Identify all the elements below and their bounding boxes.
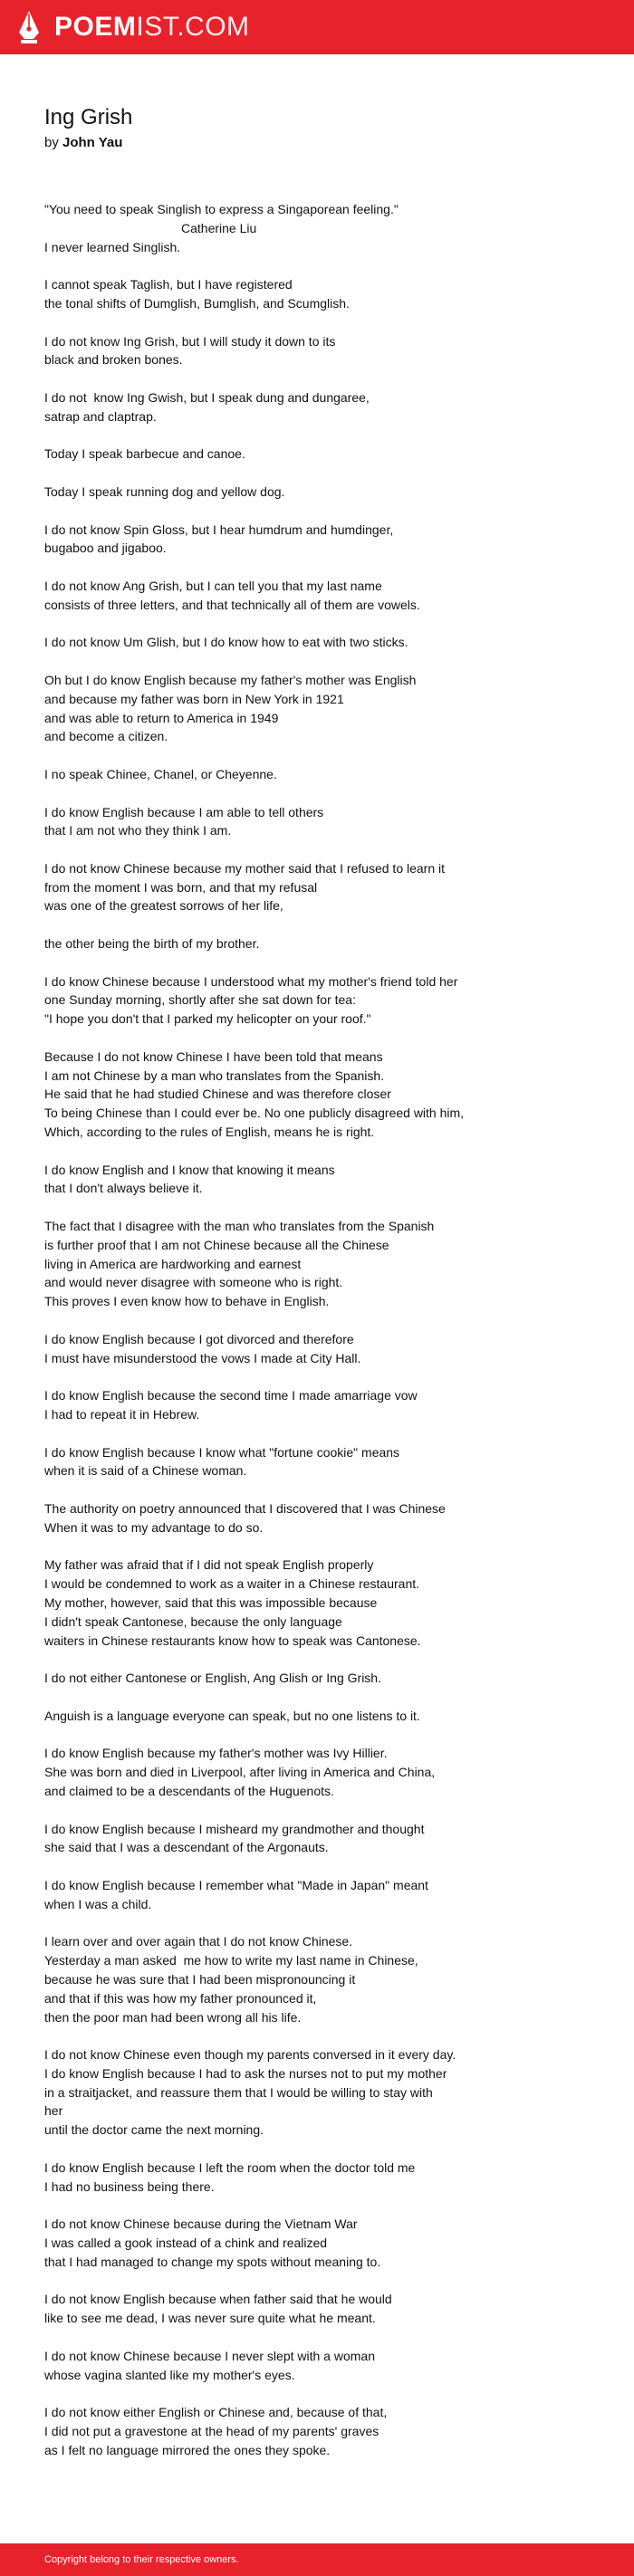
poem-line: and was able to return to America in 1949: [44, 710, 279, 725]
poem-line: The authority on poetry announced that I discovered that I was Chinese: [44, 1500, 446, 1516]
poem-line: the other being the birth of my brother.: [44, 936, 260, 952]
stanza-break: [44, 2026, 606, 2045]
poem-line: I do know English because I am able to tell others: [44, 804, 324, 819]
poem-line: I do not know Ang Grish, but I can tell you that my last name: [44, 578, 382, 593]
stanza-break: [44, 426, 606, 445]
stanza-break: [44, 1914, 606, 1933]
stanza-break: [44, 1480, 606, 1499]
poem-line: I do know English because my father's mother was Ivy Hillier.: [44, 1746, 388, 1761]
poem-line: I must have misunderstood the vows I made at City Hall.: [44, 1350, 361, 1365]
poem-line: bugaboo and jigaboo.: [44, 541, 167, 556]
stanza-break: [44, 615, 606, 634]
stanza-break: [44, 2196, 606, 2215]
poem-line: waiters in Chinese restaurants know how to speak was Cantonese.: [44, 1633, 421, 1648]
fountain-pen-nib-icon: [16, 10, 42, 44]
poem-line: she said that I was a descendant of the Argonauts.: [44, 1840, 329, 1855]
poem-line: I do not know Chinese even though my parents conversed in it every day.: [44, 2047, 456, 2063]
poem-line: I do not know either English or Chinese and, because of that,: [44, 2405, 388, 2420]
poem-line: consists of three letters, and that technically all of them are vowels.: [44, 597, 420, 612]
byline: [44, 134, 122, 152]
stanza-break: [44, 784, 606, 803]
poem-line: Yesterday a man asked me how to write my last name in Chinese,: [44, 1953, 418, 1968]
poem-line: I learn over and over again that I do not know Chinese.: [44, 1934, 353, 1949]
poem-line: I do know English because I got divorced and therefore: [44, 1331, 354, 1346]
poem-line: When it was to my advantage to do so.: [44, 1519, 264, 1535]
poem-line: I do not know Um Glish, but I do know how to eat with two sticks.: [44, 635, 408, 650]
stanza-break: [44, 1726, 606, 1745]
poem-line: I was called a gook instead of a chink and realized: [44, 2236, 328, 2251]
poem-line: I do know English because I had to ask the nurses not to put my mother: [44, 2065, 447, 2081]
poem-line: living in America are hardworking and earnest: [44, 1256, 302, 1271]
poem-line: I do know Chinese because I understood what my mother's friend told her: [44, 973, 458, 989]
poem-line: Today I speak barbecue and canoe.: [44, 446, 245, 462]
poem-line: "I hope you don't that I parked my helicopter on your roof.": [44, 1011, 371, 1027]
poem-line: I do know English because I know what "fortune cookie" means: [44, 1444, 400, 1460]
poem-line: I am not Chinese by a man who translates from the Spanish.: [44, 1068, 385, 1083]
poem-line: The fact that I disagree with the man who translates from the Spanish: [44, 1219, 435, 1234]
poem-line: Oh but I do know English because my father's mother was English: [44, 672, 417, 687]
poem-line: I had to repeat it in Hebrew.: [44, 1407, 200, 1422]
poem-line: I do know English because I left the room when the doctor told me: [44, 2159, 416, 2175]
poem-line: satrap and claptrap.: [44, 408, 157, 424]
poem-line: I do not know Chinese because my mother said that I refused to learn it: [44, 860, 446, 876]
poem-line: as I felt no language mirrored the ones they spoke.: [44, 2442, 331, 2457]
poem-line: Anguish is a language everyone can speak, but no one listens to it.: [44, 1708, 420, 1723]
poem-line: I do know English because I misheard my grandmother and thought: [44, 1821, 425, 1836]
poem-line: black and broken bones.: [44, 352, 183, 368]
stanza-break: [44, 2272, 606, 2291]
stanza-break: [44, 2328, 606, 2347]
stanza-break: [44, 1801, 606, 1820]
poem-line: I do not know Chinese because I never slept with a woman: [44, 2348, 375, 2363]
stanza-break: [44, 369, 606, 388]
poem-line: I never learned Singlish.: [44, 239, 181, 254]
stanza-break: [44, 558, 606, 577]
stanza-break: [44, 1537, 606, 1556]
poem-line: is further proof that I am not Chinese because all the Chinese: [44, 1237, 389, 1252]
stanza-break: [44, 502, 606, 521]
poem-line: I do not know Spin Gloss, but I hear humdrum and humdinger,: [44, 522, 394, 537]
poem-line: that I don't always believe it.: [44, 1181, 203, 1196]
stanza-break: [44, 1857, 606, 1876]
poem-line: I do not know Ing Grish, but I will study it down to its: [44, 333, 336, 349]
poem-line: that I am not who they think I am.: [44, 823, 232, 838]
poem-line: I had no business being there.: [44, 2179, 215, 2194]
stanza-break: [44, 1142, 606, 1161]
poem-line: Because I do not know Chinese I have been told that means: [44, 1049, 383, 1064]
poem-line: one Sunday morning, shortly after she sat down for tea:: [44, 992, 356, 1008]
poem-line: I would be condemned to work as a waiter in a Chinese restaurant.: [44, 1576, 420, 1592]
poem-line: Which, according to the rules of English, means he is right.: [44, 1125, 375, 1140]
poem-line: My father was afraid that if I did not speak English properly: [44, 1557, 374, 1573]
poem-line: She was born and died in Liverpool, after living in America and China,: [44, 1765, 436, 1780]
poem-line: He said that he had studied Chinese and was therefore closer: [44, 1087, 391, 1102]
poem-line: and that if this was how my father pronounced it,: [44, 1990, 317, 2006]
brand-wordmark: [54, 10, 250, 44]
poem-line: I do not either Cantonese or English, Ang Glish or Ing Grish.: [44, 1671, 381, 1686]
poem-line: because he was sure that I had been mispronouncing it: [44, 1971, 356, 1987]
poem-line: Today I speak running dog and yellow dog.: [44, 484, 285, 499]
poem-line: when I was a child.: [44, 1896, 152, 1911]
poem-line: To being Chinese than I could ever be. No one publicly disagreed with him,: [44, 1106, 465, 1121]
poem-line: whose vagina slanted like my mother's eyes.: [44, 2367, 295, 2382]
poem-line: This proves I even know how to behave in English.: [44, 1294, 330, 1309]
stanza-break: [44, 652, 606, 671]
stanza-break: [44, 1688, 606, 1707]
brand-wordmark-rest: IST.COM: [136, 12, 250, 42]
stanza-break: [44, 1311, 606, 1330]
epigraph-attribution: Catherine Liu: [181, 220, 257, 235]
stanza-break: [44, 1424, 606, 1443]
stanza-break: [44, 313, 606, 332]
stanza-break: [44, 2384, 606, 2403]
stanza-break: [44, 1650, 606, 1669]
poem-line: and would never disagree with someone who is right.: [44, 1275, 343, 1290]
poem-line: like to see me dead, I was never sure quite what he meant.: [44, 2311, 376, 2326]
poem-line: in a straitjacket, and reassure them that I would be willing to stay with: [44, 2084, 433, 2100]
poem-line: the tonal shifts of Dumglish, Bumglish, and Scumglish.: [44, 295, 350, 311]
poem-line: I didn't speak Cantonese, because the only language: [44, 1614, 342, 1629]
poem-line: I do not know Chinese because during the Vietnam War: [44, 2217, 358, 2232]
brand-wordmark-bold: POEM: [54, 12, 137, 42]
top-bar: [0, 0, 634, 54]
poem-body: [44, 200, 606, 2460]
poem-line: was one of the greatest sorrows of her life,: [44, 898, 283, 914]
poem-line: I did not put a gravestone at the head of my parents' graves: [44, 2424, 379, 2439]
poem-line: I do not know Ing Gwish, but I speak dung and dungaree,: [44, 389, 370, 405]
poem-line: "You need to speak Singlish to express a Singaporean feeling.": [44, 202, 399, 216]
stanza-break: [44, 2140, 606, 2159]
poem-line: from the moment I was born, and that my refusal: [44, 879, 318, 895]
poem-line: and claimed to be a descendants of the Huguenots.: [44, 1783, 334, 1798]
copyright-notice: Copyright belong to their respective owners.: [44, 2554, 239, 2565]
poem-title: Ing Grish: [44, 105, 133, 129]
poem-line: I do know English and I know that knowing it means: [44, 1162, 335, 1177]
stanza-break: [44, 1029, 606, 1048]
stanza-break: [44, 746, 606, 765]
poem-line: that I had managed to change my spots without meaning to.: [44, 2254, 381, 2269]
poem-line: her: [44, 2103, 63, 2119]
stanza-break: [44, 464, 606, 483]
stanza-break: [44, 840, 606, 859]
poem-line: when it is said of a Chinese woman.: [44, 1463, 247, 1479]
site-logo[interactable]: [16, 10, 250, 44]
stanza-break: [44, 915, 606, 934]
poem-line: I do know English because the second time I made amarriage vow: [44, 1388, 418, 1403]
author-link[interactable]: John Yau: [62, 135, 123, 150]
poem-line: and because my father was born in New York in 1921: [44, 691, 344, 706]
poem-line: I do not know English because when father said that he would: [44, 2292, 392, 2307]
stanza-break: [44, 953, 606, 972]
stanza-break: [44, 1367, 606, 1386]
stanza-break: [44, 256, 606, 275]
footer-bar: [0, 2543, 634, 2576]
poem-line: then the poor man had been wrong all his life.: [44, 2009, 302, 2025]
byline-prefix: by: [44, 135, 59, 150]
poem-line: I do know English because I remember what "Made in Japan" meant: [44, 1877, 428, 1892]
poem-line: I cannot speak Taglish, but I have registered: [44, 277, 293, 292]
poem-line: and become a citizen.: [44, 729, 168, 744]
stanza-break: [44, 1198, 606, 1217]
poem-line: I no speak Chinee, Chanel, or Cheyenne.: [44, 766, 277, 781]
poem-line: My mother, however, said that this was impossible because: [44, 1594, 378, 1610]
poem-line: until the doctor came the next morning.: [44, 2122, 264, 2138]
